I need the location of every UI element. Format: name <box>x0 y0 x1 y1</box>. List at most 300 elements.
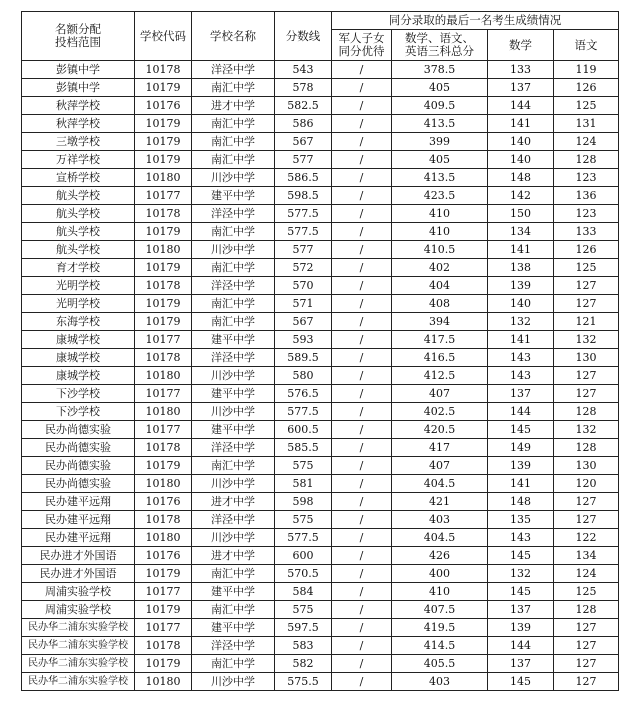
table-row <box>22 421 619 439</box>
cell-military-priority: / <box>332 457 392 475</box>
cell-score-line: 578 <box>275 79 332 97</box>
cell-quota-school: 万祥学校 <box>22 151 135 169</box>
cell-score-line: 575 <box>275 511 332 529</box>
header-three-subject-total: 数学、语文、 英语三科总分 <box>392 30 488 61</box>
cell-chinese: 128 <box>554 403 619 421</box>
cell-chinese: 127 <box>554 637 619 655</box>
cell-quota-school: 秋萍学校 <box>22 97 135 115</box>
cell-chinese: 130 <box>554 457 619 475</box>
cell-score-line: 589.5 <box>275 349 332 367</box>
cell-school-name: 洋泾中学 <box>192 61 275 79</box>
cell-military-priority: / <box>332 133 392 151</box>
cell-math: 135 <box>488 511 554 529</box>
cell-math: 144 <box>488 403 554 421</box>
cell-military-priority: / <box>332 331 392 349</box>
cell-three-subject-total: 378.5 <box>392 61 488 79</box>
cell-math: 148 <box>488 169 554 187</box>
cell-school-name: 建平中学 <box>192 583 275 601</box>
cell-three-subject-total: 400 <box>392 565 488 583</box>
cell-quota-school: 民办华二浦东实验学校 <box>22 637 135 655</box>
cell-three-subject-total: 403 <box>392 673 488 691</box>
cell-chinese: 126 <box>554 79 619 97</box>
cell-school-name: 川沙中学 <box>192 475 275 493</box>
table-row <box>22 115 619 133</box>
table-row <box>22 547 619 565</box>
cell-three-subject-total: 407 <box>392 457 488 475</box>
cell-quota-school: 康城学校 <box>22 349 135 367</box>
cell-three-subject-total: 421 <box>392 493 488 511</box>
table-header <box>22 12 619 61</box>
cell-school-code: 10180 <box>135 241 192 259</box>
cell-three-subject-total: 416.5 <box>392 349 488 367</box>
cell-school-code: 10179 <box>135 313 192 331</box>
table-row <box>22 133 619 151</box>
cell-school-name: 洋泾中学 <box>192 277 275 295</box>
cell-three-subject-total: 417 <box>392 439 488 457</box>
cell-school-name: 南汇中学 <box>192 655 275 673</box>
cell-school-name: 南汇中学 <box>192 565 275 583</box>
cell-military-priority: / <box>332 403 392 421</box>
cell-score-line: 586 <box>275 115 332 133</box>
cell-quota-school: 康城学校 <box>22 367 135 385</box>
cell-quota-school: 民办尚德实验 <box>22 475 135 493</box>
table-row <box>22 385 619 403</box>
cell-score-line: 567 <box>275 313 332 331</box>
header-military-priority: 军人子女 同分优待 <box>332 30 392 61</box>
cell-math: 145 <box>488 547 554 565</box>
cell-math: 144 <box>488 637 554 655</box>
admission-score-table <box>21 11 619 691</box>
cell-school-name: 南汇中学 <box>192 79 275 97</box>
cell-score-line: 598.5 <box>275 187 332 205</box>
cell-three-subject-total: 408 <box>392 295 488 313</box>
cell-chinese: 130 <box>554 349 619 367</box>
cell-school-code: 10179 <box>135 259 192 277</box>
cell-school-code: 10176 <box>135 547 192 565</box>
table-row <box>22 295 619 313</box>
cell-three-subject-total: 419.5 <box>392 619 488 637</box>
cell-three-subject-total: 410 <box>392 223 488 241</box>
cell-school-code: 10177 <box>135 385 192 403</box>
table-row <box>22 403 619 421</box>
cell-three-subject-total: 403 <box>392 511 488 529</box>
cell-school-code: 10178 <box>135 277 192 295</box>
cell-military-priority: / <box>332 277 392 295</box>
cell-math: 139 <box>488 277 554 295</box>
cell-school-code: 10176 <box>135 493 192 511</box>
table-row <box>22 619 619 637</box>
cell-chinese: 124 <box>554 133 619 151</box>
cell-quota-school: 光明学校 <box>22 277 135 295</box>
table-row <box>22 223 619 241</box>
cell-math: 141 <box>488 475 554 493</box>
cell-school-code: 10179 <box>135 133 192 151</box>
cell-school-code: 10180 <box>135 475 192 493</box>
cell-school-name: 建平中学 <box>192 421 275 439</box>
cell-score-line: 597.5 <box>275 619 332 637</box>
header-math: 数学 <box>488 30 554 61</box>
cell-chinese: 122 <box>554 529 619 547</box>
cell-school-code: 10178 <box>135 349 192 367</box>
cell-chinese: 127 <box>554 673 619 691</box>
cell-math: 137 <box>488 601 554 619</box>
cell-quota-school: 民办建平远翔 <box>22 493 135 511</box>
cell-score-line: 571 <box>275 295 332 313</box>
cell-quota-school: 民办尚德实验 <box>22 457 135 475</box>
cell-military-priority: / <box>332 421 392 439</box>
cell-military-priority: / <box>332 241 392 259</box>
table-body <box>22 61 619 691</box>
cell-chinese: 131 <box>554 115 619 133</box>
table-row <box>22 169 619 187</box>
cell-math: 145 <box>488 673 554 691</box>
cell-school-code: 10177 <box>135 619 192 637</box>
cell-military-priority: / <box>332 493 392 511</box>
cell-military-priority: / <box>332 187 392 205</box>
cell-school-code: 10179 <box>135 565 192 583</box>
table-row <box>22 205 619 223</box>
cell-school-code: 10177 <box>135 187 192 205</box>
cell-three-subject-total: 405 <box>392 79 488 97</box>
cell-school-code: 10179 <box>135 457 192 475</box>
table-row <box>22 241 619 259</box>
cell-chinese: 127 <box>554 619 619 637</box>
cell-school-name: 川沙中学 <box>192 673 275 691</box>
score-table-container <box>21 11 619 691</box>
cell-math: 144 <box>488 97 554 115</box>
cell-military-priority: / <box>332 223 392 241</box>
cell-quota-school: 航头学校 <box>22 205 135 223</box>
cell-school-name: 南汇中学 <box>192 313 275 331</box>
cell-math: 137 <box>488 385 554 403</box>
cell-quota-school: 下沙学校 <box>22 403 135 421</box>
cell-chinese: 123 <box>554 205 619 223</box>
cell-quota-school: 民办华二浦东实验学校 <box>22 619 135 637</box>
cell-school-name: 南汇中学 <box>192 151 275 169</box>
cell-score-line: 582 <box>275 655 332 673</box>
table-row <box>22 673 619 691</box>
cell-chinese: 120 <box>554 475 619 493</box>
table-row <box>22 61 619 79</box>
cell-score-line: 583 <box>275 637 332 655</box>
table-row <box>22 367 619 385</box>
cell-quota-school: 民办华二浦东实验学校 <box>22 673 135 691</box>
cell-quota-school: 周浦实验学校 <box>22 601 135 619</box>
cell-chinese: 133 <box>554 223 619 241</box>
cell-score-line: 575 <box>275 457 332 475</box>
cell-military-priority: / <box>332 547 392 565</box>
cell-three-subject-total: 405.5 <box>392 655 488 673</box>
cell-military-priority: / <box>332 511 392 529</box>
cell-score-line: 577.5 <box>275 205 332 223</box>
table-row <box>22 493 619 511</box>
cell-three-subject-total: 404 <box>392 277 488 295</box>
cell-score-line: 577.5 <box>275 403 332 421</box>
cell-school-name: 洋泾中学 <box>192 439 275 457</box>
cell-school-code: 10179 <box>135 295 192 313</box>
cell-military-priority: / <box>332 259 392 277</box>
cell-chinese: 136 <box>554 187 619 205</box>
cell-military-priority: / <box>332 475 392 493</box>
cell-quota-school: 民办尚德实验 <box>22 439 135 457</box>
cell-three-subject-total: 414.5 <box>392 637 488 655</box>
cell-school-name: 南汇中学 <box>192 295 275 313</box>
table-row <box>22 475 619 493</box>
cell-score-line: 600 <box>275 547 332 565</box>
cell-school-name: 洋泾中学 <box>192 205 275 223</box>
cell-score-line: 577 <box>275 151 332 169</box>
cell-three-subject-total: 417.5 <box>392 331 488 349</box>
cell-school-code: 10178 <box>135 61 192 79</box>
cell-quota-school: 康城学校 <box>22 331 135 349</box>
cell-chinese: 127 <box>554 655 619 673</box>
header-school-name: 学校名称 <box>192 12 275 61</box>
cell-score-line: 582.5 <box>275 97 332 115</box>
cell-score-line: 570.5 <box>275 565 332 583</box>
cell-chinese: 127 <box>554 367 619 385</box>
cell-score-line: 577 <box>275 241 332 259</box>
cell-math: 139 <box>488 457 554 475</box>
cell-three-subject-total: 394 <box>392 313 488 331</box>
cell-math: 133 <box>488 61 554 79</box>
cell-score-line: 586.5 <box>275 169 332 187</box>
cell-school-name: 川沙中学 <box>192 241 275 259</box>
cell-school-code: 10180 <box>135 673 192 691</box>
cell-military-priority: / <box>332 583 392 601</box>
table-row <box>22 439 619 457</box>
cell-chinese: 124 <box>554 565 619 583</box>
cell-military-priority: / <box>332 61 392 79</box>
cell-military-priority: / <box>332 439 392 457</box>
cell-quota-school: 光明学校 <box>22 295 135 313</box>
cell-three-subject-total: 404.5 <box>392 475 488 493</box>
table-row <box>22 97 619 115</box>
cell-chinese: 127 <box>554 295 619 313</box>
cell-military-priority: / <box>332 637 392 655</box>
cell-math: 141 <box>488 115 554 133</box>
cell-chinese: 125 <box>554 583 619 601</box>
table-row <box>22 529 619 547</box>
cell-score-line: 572 <box>275 259 332 277</box>
cell-quota-school: 民办进才外国语 <box>22 565 135 583</box>
header-quota-range: 名额分配 投档范围 <box>22 12 135 61</box>
header-chinese: 语文 <box>554 30 619 61</box>
cell-school-name: 川沙中学 <box>192 169 275 187</box>
cell-three-subject-total: 399 <box>392 133 488 151</box>
cell-three-subject-total: 410 <box>392 583 488 601</box>
cell-school-code: 10179 <box>135 223 192 241</box>
cell-math: 143 <box>488 367 554 385</box>
cell-military-priority: / <box>332 655 392 673</box>
cell-school-code: 10179 <box>135 115 192 133</box>
table-row <box>22 655 619 673</box>
table-row <box>22 601 619 619</box>
cell-military-priority: / <box>332 79 392 97</box>
table-row <box>22 457 619 475</box>
cell-math: 137 <box>488 655 554 673</box>
cell-three-subject-total: 413.5 <box>392 169 488 187</box>
cell-math: 132 <box>488 565 554 583</box>
cell-math: 148 <box>488 493 554 511</box>
cell-school-name: 南汇中学 <box>192 457 275 475</box>
cell-math: 141 <box>488 241 554 259</box>
cell-three-subject-total: 405 <box>392 151 488 169</box>
cell-quota-school: 民办建平远翔 <box>22 529 135 547</box>
cell-school-name: 南汇中学 <box>192 133 275 151</box>
cell-three-subject-total: 426 <box>392 547 488 565</box>
cell-quota-school: 宣桥学校 <box>22 169 135 187</box>
cell-score-line: 575.5 <box>275 673 332 691</box>
cell-three-subject-total: 404.5 <box>392 529 488 547</box>
cell-chinese: 132 <box>554 421 619 439</box>
cell-math: 141 <box>488 331 554 349</box>
cell-school-name: 川沙中学 <box>192 403 275 421</box>
header-school-code: 学校代码 <box>135 12 192 61</box>
cell-military-priority: / <box>332 205 392 223</box>
cell-quota-school: 周浦实验学校 <box>22 583 135 601</box>
cell-school-code: 10180 <box>135 367 192 385</box>
table-row <box>22 349 619 367</box>
cell-military-priority: / <box>332 97 392 115</box>
cell-school-name: 洋泾中学 <box>192 511 275 529</box>
cell-school-name: 洋泾中学 <box>192 349 275 367</box>
cell-three-subject-total: 412.5 <box>392 367 488 385</box>
cell-school-code: 10179 <box>135 655 192 673</box>
cell-school-name: 南汇中学 <box>192 223 275 241</box>
cell-chinese: 127 <box>554 493 619 511</box>
cell-chinese: 127 <box>554 385 619 403</box>
cell-school-name: 南汇中学 <box>192 601 275 619</box>
cell-math: 140 <box>488 133 554 151</box>
cell-score-line: 580 <box>275 367 332 385</box>
cell-quota-school: 三墩学校 <box>22 133 135 151</box>
cell-school-code: 10179 <box>135 151 192 169</box>
cell-military-priority: / <box>332 295 392 313</box>
table-row <box>22 565 619 583</box>
cell-school-name: 南汇中学 <box>192 115 275 133</box>
cell-quota-school: 秋萍学校 <box>22 115 135 133</box>
cell-military-priority: / <box>332 349 392 367</box>
cell-quota-school: 彭镇中学 <box>22 61 135 79</box>
cell-chinese: 128 <box>554 151 619 169</box>
cell-quota-school: 航头学校 <box>22 223 135 241</box>
cell-school-name: 进才中学 <box>192 547 275 565</box>
cell-score-line: 543 <box>275 61 332 79</box>
cell-military-priority: / <box>332 529 392 547</box>
cell-military-priority: / <box>332 619 392 637</box>
cell-chinese: 125 <box>554 97 619 115</box>
cell-chinese: 132 <box>554 331 619 349</box>
cell-three-subject-total: 410.5 <box>392 241 488 259</box>
cell-chinese: 125 <box>554 259 619 277</box>
cell-three-subject-total: 407 <box>392 385 488 403</box>
table-row <box>22 151 619 169</box>
header-tie-group: 同分录取的最后一名考生成绩情况 <box>332 12 619 30</box>
cell-score-line: 577.5 <box>275 223 332 241</box>
header-score-line: 分数线 <box>275 12 332 61</box>
cell-score-line: 567 <box>275 133 332 151</box>
cell-school-name: 建平中学 <box>192 331 275 349</box>
cell-math: 134 <box>488 223 554 241</box>
cell-chinese: 121 <box>554 313 619 331</box>
cell-math: 143 <box>488 529 554 547</box>
cell-three-subject-total: 413.5 <box>392 115 488 133</box>
cell-three-subject-total: 410 <box>392 205 488 223</box>
cell-school-code: 10178 <box>135 637 192 655</box>
cell-score-line: 577.5 <box>275 529 332 547</box>
cell-three-subject-total: 402.5 <box>392 403 488 421</box>
cell-three-subject-total: 409.5 <box>392 97 488 115</box>
cell-chinese: 128 <box>554 439 619 457</box>
cell-school-name: 南汇中学 <box>192 259 275 277</box>
table-row <box>22 79 619 97</box>
table-row <box>22 313 619 331</box>
table-row <box>22 637 619 655</box>
cell-chinese: 126 <box>554 241 619 259</box>
cell-quota-school: 民办华二浦东实验学校 <box>22 655 135 673</box>
cell-school-name: 川沙中学 <box>192 367 275 385</box>
cell-school-name: 进才中学 <box>192 493 275 511</box>
cell-chinese: 128 <box>554 601 619 619</box>
cell-three-subject-total: 402 <box>392 259 488 277</box>
cell-math: 140 <box>488 151 554 169</box>
cell-military-priority: / <box>332 565 392 583</box>
cell-quota-school: 航头学校 <box>22 241 135 259</box>
cell-military-priority: / <box>332 601 392 619</box>
table-row <box>22 511 619 529</box>
cell-quota-school: 东海学校 <box>22 313 135 331</box>
cell-school-name: 建平中学 <box>192 619 275 637</box>
table-row <box>22 259 619 277</box>
cell-military-priority: / <box>332 151 392 169</box>
cell-score-line: 581 <box>275 475 332 493</box>
cell-school-code: 10179 <box>135 601 192 619</box>
cell-school-code: 10180 <box>135 403 192 421</box>
cell-chinese: 134 <box>554 547 619 565</box>
cell-chinese: 123 <box>554 169 619 187</box>
cell-military-priority: / <box>332 673 392 691</box>
table-row <box>22 187 619 205</box>
cell-three-subject-total: 407.5 <box>392 601 488 619</box>
cell-math: 137 <box>488 79 554 97</box>
cell-quota-school: 下沙学校 <box>22 385 135 403</box>
cell-military-priority: / <box>332 115 392 133</box>
cell-quota-school: 民办进才外国语 <box>22 547 135 565</box>
cell-school-code: 10177 <box>135 583 192 601</box>
cell-score-line: 598 <box>275 493 332 511</box>
cell-chinese: 127 <box>554 511 619 529</box>
cell-three-subject-total: 420.5 <box>392 421 488 439</box>
cell-quota-school: 育才学校 <box>22 259 135 277</box>
cell-math: 143 <box>488 349 554 367</box>
cell-school-code: 10178 <box>135 205 192 223</box>
cell-score-line: 585.5 <box>275 439 332 457</box>
cell-quota-school: 民办尚德实验 <box>22 421 135 439</box>
cell-school-code: 10179 <box>135 79 192 97</box>
cell-quota-school: 航头学校 <box>22 187 135 205</box>
cell-math: 145 <box>488 583 554 601</box>
cell-score-line: 593 <box>275 331 332 349</box>
cell-school-code: 10180 <box>135 169 192 187</box>
cell-score-line: 575 <box>275 601 332 619</box>
table-row <box>22 583 619 601</box>
cell-school-code: 10177 <box>135 421 192 439</box>
cell-military-priority: / <box>332 169 392 187</box>
cell-math: 149 <box>488 439 554 457</box>
cell-school-code: 10176 <box>135 97 192 115</box>
cell-math: 150 <box>488 205 554 223</box>
cell-quota-school: 彭镇中学 <box>22 79 135 97</box>
